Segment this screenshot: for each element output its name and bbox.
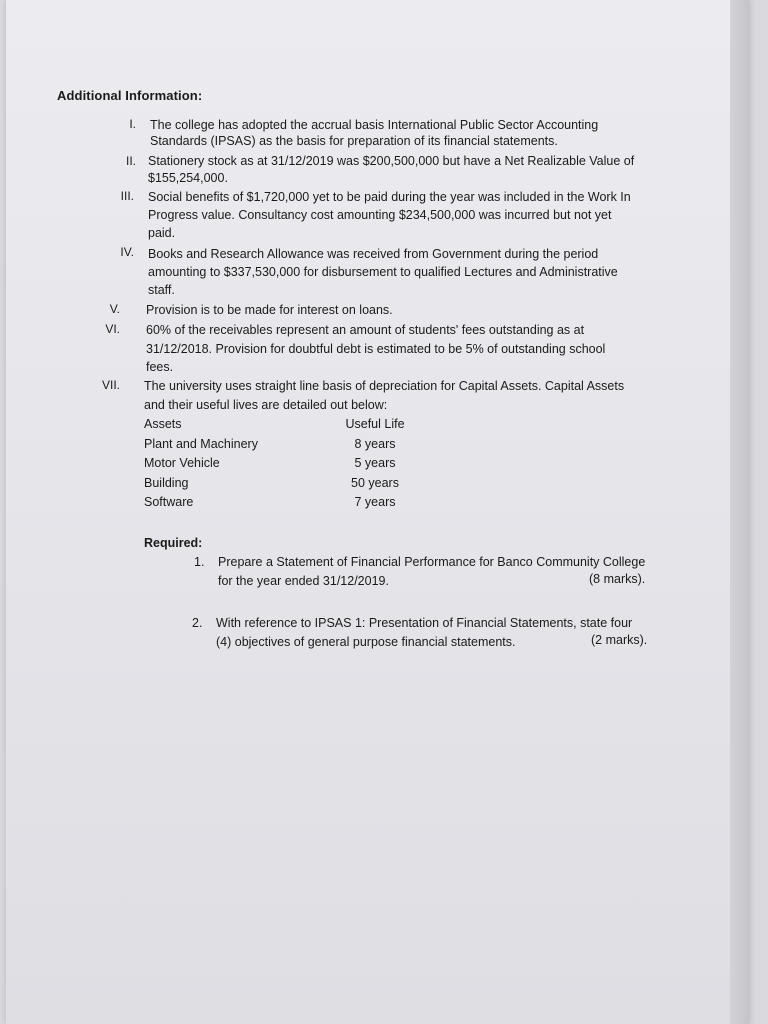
required-heading: Required:: [144, 536, 203, 550]
item-line: 60% of the receivables represent an amount of students' fees outstanding as at: [146, 323, 585, 337]
item-number: VII.: [101, 378, 120, 392]
item-line: Progress value. Consultancy cost amounting $234,500,000 was incurred but not yet: [148, 208, 612, 222]
item-line: Provision is to be made for interest on loans.: [146, 303, 393, 317]
question-line: Prepare a Statement of Financial Performance for Banco Community College: [218, 555, 646, 569]
section-heading: Additional Information:: [57, 88, 203, 103]
paper-edge-shadow: [730, 0, 750, 1024]
item-line: Stationery stock as at 31/12/2019 was $200,500,000 but have a Net Realizable Value of: [148, 154, 635, 168]
question-marks: (8 marks).: [589, 572, 646, 586]
item-line: staff.: [148, 283, 175, 297]
table-row: [144, 493, 410, 513]
item-number: V.: [109, 302, 120, 316]
table-header-useful-life: Useful Life: [345, 417, 405, 431]
question-line: (4) objectives of general purpose financial statements.: [216, 635, 516, 649]
table-row: [144, 435, 410, 455]
item-line: Books and Research Allowance was received from Government during the period: [148, 247, 599, 261]
item-line: 31/12/2018. Provision for doubtful debt is estimated to be 5% of outstanding school: [146, 342, 606, 356]
table-header-assets: Assets: [144, 417, 182, 431]
table-cell: 5 years: [354, 456, 396, 470]
item-line: $155,254,000.: [148, 171, 228, 185]
item-line: The university uses straight line basis of depreciation for Capital Assets. Capital Assets: [144, 379, 625, 393]
table-cell: 8 years: [354, 436, 396, 451]
item-number: II.: [125, 154, 136, 168]
table-cell: Building: [144, 475, 189, 490]
question-line: With reference to IPSAS 1: Presentation of Financial Statements, state four: [216, 616, 633, 630]
item-number: I.: [129, 117, 136, 131]
table-cell: 7 years: [354, 495, 396, 509]
item-number: VI.: [105, 322, 120, 336]
assets-table: [144, 415, 410, 513]
question-line: for the year ended 31/12/2019.: [218, 574, 389, 588]
table-cell: Motor Vehicle: [144, 456, 220, 470]
item-line: fees.: [146, 360, 174, 374]
question-marks: (2 marks).: [591, 633, 648, 647]
item-line: paid.: [148, 226, 176, 240]
item-number: IV.: [120, 245, 134, 259]
item-line: Standards (IPSAS) as the basis for preparation of its financial statements.: [150, 134, 558, 148]
table-cell: Plant and Machinery: [144, 436, 258, 451]
item-line: and their useful lives are detailed out below:: [144, 398, 388, 412]
item-line: Social benefits of $1,720,000 yet to be paid during the year was included in the Work In: [148, 190, 631, 204]
table-cell: 50 years: [351, 475, 399, 490]
table-cell: Software: [144, 495, 194, 509]
table-header-row: [144, 415, 410, 435]
table-row: [144, 474, 410, 494]
item-line: amounting to $337,530,000 for disbursement to qualified Lectures and Administrative: [148, 265, 618, 279]
item-line: The college has adopted the accrual basis International Public Sector Accounting: [150, 118, 599, 132]
table-row: [144, 454, 410, 474]
item-number: III.: [120, 189, 134, 203]
question-number: 2.: [192, 616, 203, 630]
question-number: 1.: [194, 555, 205, 569]
